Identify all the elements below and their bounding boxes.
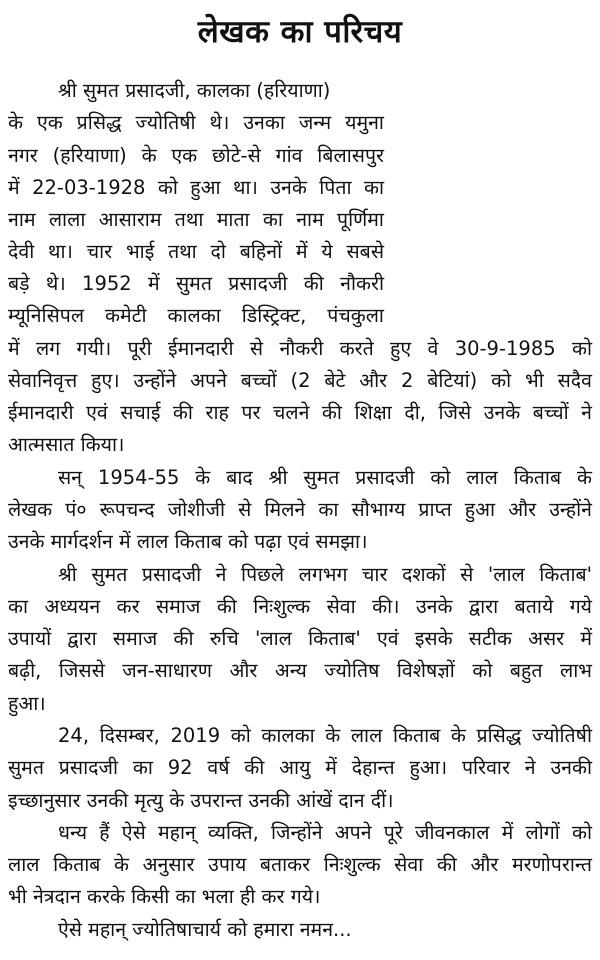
text-line: सेवानिवृत्त हुए। उन्होंने अपने बच्चों (2 बेटे और 2 बेटियां) को भी सदैव [8,369,592,392]
text-line: में 22-03-1928 को हुआ था। उनके पिता का [8,176,384,199]
text-line: का अध्ययन कर समाज की निःशुल्क सेवा की। उनके द्वारा बताये गये [8,595,592,618]
text-line: में लग गयी। पूरी ईमानदारी से नौकरी करते हुए वे 30-9-1985 को [8,337,592,360]
text-line: उनके मार्गदर्शन में लाल किताब को पढ़ा एवं समझा। [8,530,368,553]
text-line: आत्मसात किया। [8,433,125,456]
text-line: बड़े थे। 1952 में सुमत प्रसादजी की नौकरी [8,272,384,295]
text-line: इच्छानुसार उनकी मृत्यु के उपरान्त उनकी आंखें दान दीं। [8,789,394,812]
text-line: श्री सुमत प्रसादजी, कालका (हरियाणा) [58,79,331,102]
text-line: बढ़ी, जिससे जन-साधारण और अन्य ज्योतिष विशेषज्ञों को बहुत लाभ [8,659,592,682]
page-title: लेखक का परिचय [197,14,403,50]
text-line: ऐसे महान् ज्योतिषाचार्य को हमारा नमन... [58,918,352,941]
text-line: भी नेत्रदान करके किसी का भला ही कर गये। [8,885,321,908]
text-line: हुआ। [8,692,46,715]
text-line: म्यूनिसिपल कमेटी कालका डिस्ट्रिक्ट, पंचकुला [8,304,384,327]
text-line: सन् 1954-55 के बाद श्री सुमत प्रसादजी को लाल किताब के [58,466,592,489]
text-line: देवी था। चार भाई तथा दो बहिनों में ये सबसे [8,240,384,263]
text-line: उपायों द्वारा समाज की रुचि 'लाल किताब' एवं इसके सटीक असर में [8,627,592,650]
text-line: 24, दिसम्बर, 2019 को कालका के लाल किताब के प्रसिद्ध ज्योतिषी [58,724,592,747]
text-line: नाम लाला आसाराम तथा माता का नाम पूर्णिमा [8,208,384,231]
text-line: के एक प्रसिद्ध ज्योतिषी थे। उनका जन्म यमुना [8,111,384,134]
text-line: सुमत प्रसादजी का 92 वर्ष की आयु में देहान्त हुआ। परिवार ने उनकी [8,756,592,779]
text-line: धन्य हैं ऐसे महान् व्यक्ति, जिन्होंने अपने पूरे जीवनकाल में लोगों को [58,821,592,844]
text-line: नगर (हरियाणा) के एक छोटे-से गांव बिलासपुर [8,144,384,167]
text-line: ईमानदारी एवं सचाई की राह पर चलने की शिक्षा दी, जिसे उनके बच्चों ने [8,401,592,424]
text-line: श्री सुमत प्रसादजी ने पिछले लगभग चार दशकों से 'लाल किताब' [58,563,592,586]
text-line: लाल किताब के अनुसार उपाय बताकर निःशुल्क सेवा की और मरणोपरान्त [8,853,592,876]
text-line: लेखक पं० रूपचन्द जोशीजी से मिलने का सौभाग्य प्राप्त हुआ और उन्होंने [8,498,592,521]
